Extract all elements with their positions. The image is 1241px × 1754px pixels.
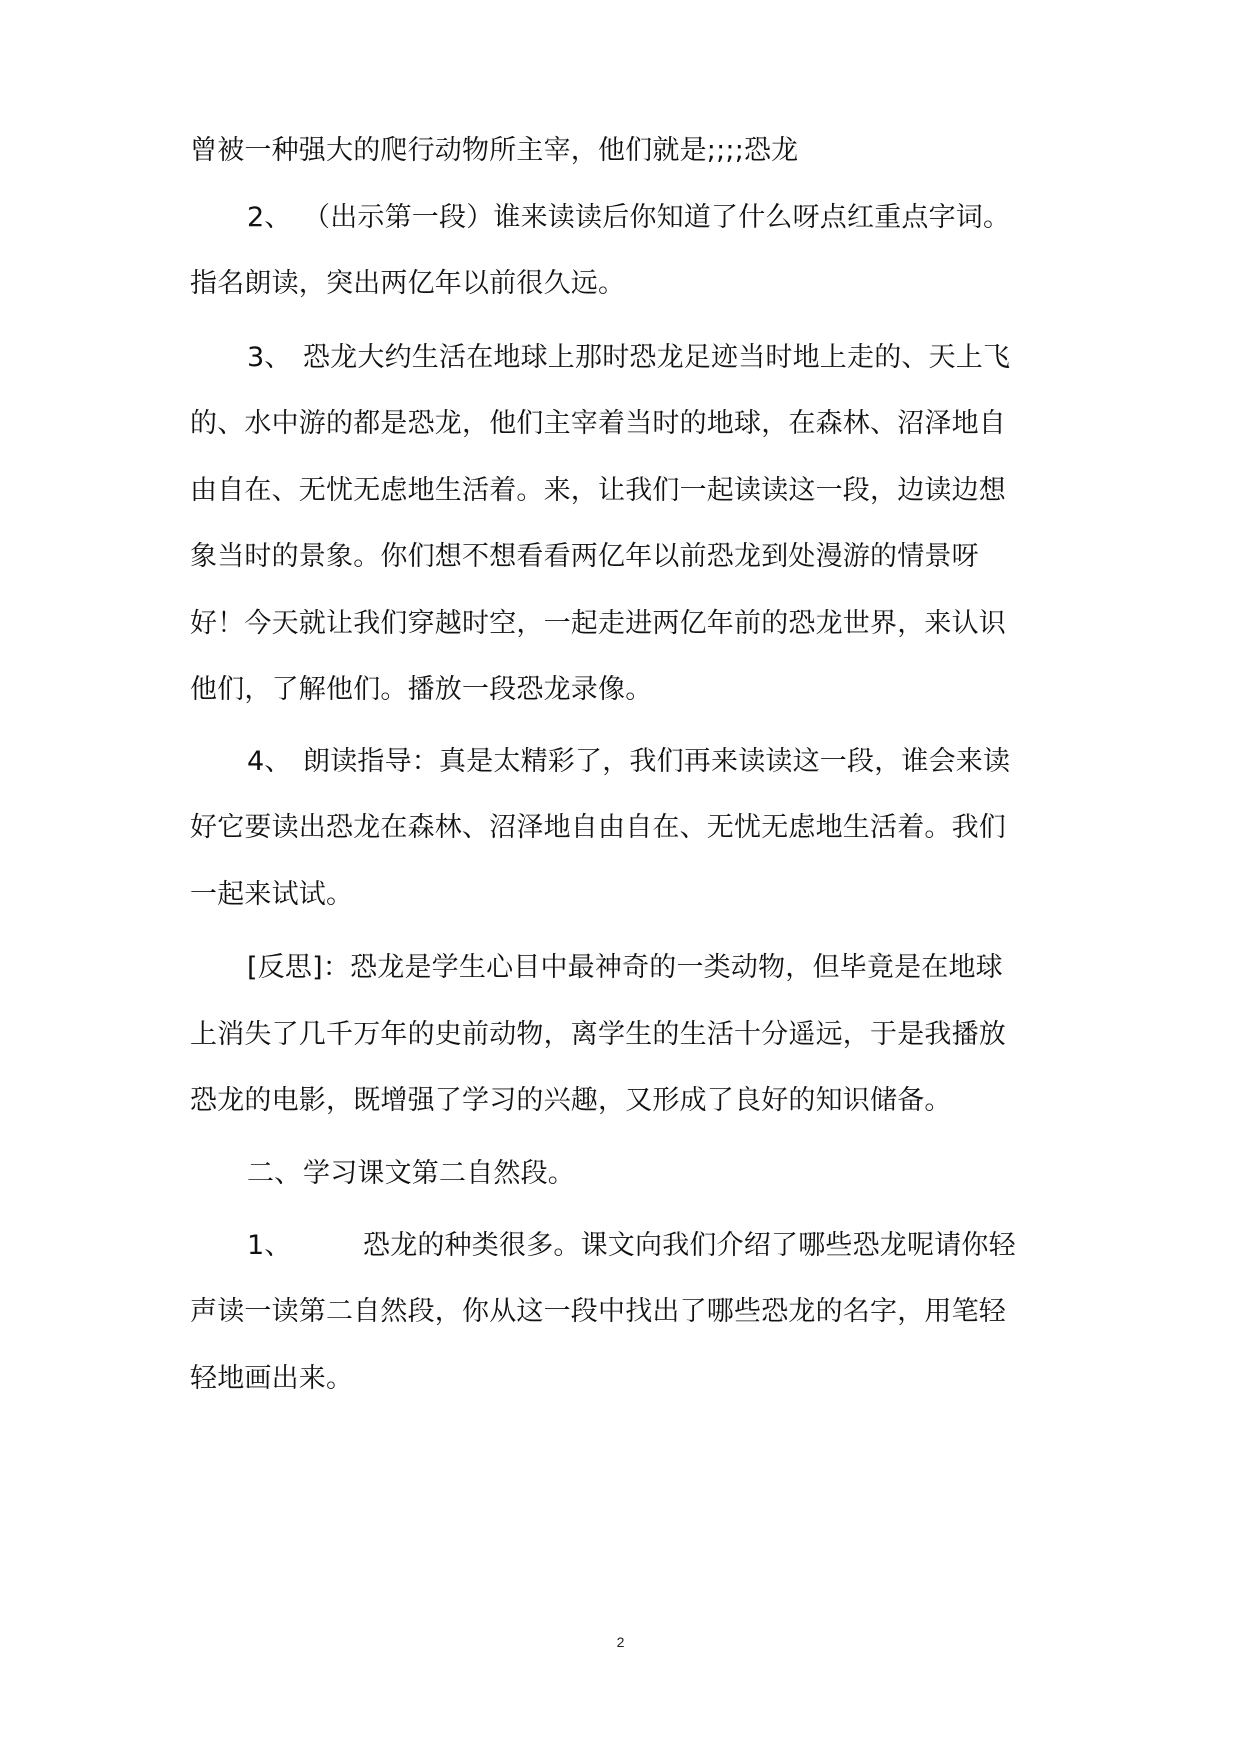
item-marker: 2、 xyxy=(247,202,292,233)
list-item xyxy=(247,200,1010,236)
line-text: 他们，了解他们。播放一段恐龙录像。 xyxy=(190,674,653,705)
line-text: [反思]：恐龙是学生心目中最神奇的一类动物，但毕竟是在地球 xyxy=(247,952,1003,983)
text-line xyxy=(190,810,1006,846)
line-text: 由自在、无忧无虑地生活着。来，让我们一起读读这一段，边读边想 xyxy=(190,475,1006,506)
line-text: 的、水中游的都是恐龙，他们主宰着当时的地球，在森林、沼泽地自 xyxy=(190,408,1006,439)
text-line xyxy=(190,1294,1006,1330)
text-line xyxy=(190,539,979,575)
list-item xyxy=(247,340,1010,376)
line-text: 轻地画出来。 xyxy=(190,1363,354,1394)
line-text: 一起来试试。 xyxy=(190,879,354,910)
item-marker: 3、 xyxy=(247,342,292,373)
line-text: 上消失了几千万年的史前动物，离学生的生活十分遥远，于是我播放 xyxy=(190,1019,1006,1050)
text-line xyxy=(190,473,1006,509)
text-line xyxy=(190,672,652,708)
line-text: 曾被一种强大的爬行动物所主宰，他们就是;;;;恐龙 xyxy=(190,135,799,166)
list-item xyxy=(247,1228,1016,1264)
line-text: 指名朗读，突出两亿年以前很久远。 xyxy=(190,268,626,299)
line-text: 好它要读出恐龙在森林、沼泽地自由自在、无忧无虑地生活着。我们 xyxy=(190,812,1006,843)
text-line xyxy=(190,877,353,913)
line-text: 好！今天就让我们穿越时空，一起走进两亿年前的恐龙世界，来认识 xyxy=(190,608,1006,639)
text-line xyxy=(190,266,625,302)
text-line xyxy=(190,1361,353,1397)
item-marker: 1、 xyxy=(247,1230,292,1261)
text-line xyxy=(190,133,798,169)
text-line xyxy=(190,1083,952,1119)
line-text: 象当时的景象。你们想不想看看两亿年以前恐龙到处漫游的情景呀 xyxy=(190,541,979,572)
text-line xyxy=(190,1017,1006,1053)
line-text: 学习课文第二自然段。 xyxy=(303,1158,575,1189)
line-text: （出示第一段）谁来读读后你知道了什么呀点红重点字词。 xyxy=(303,202,1011,233)
line-text: 恐龙的电影，既增强了学习的兴趣，又形成了良好的知识储备。 xyxy=(190,1085,952,1116)
reflection-paragraph xyxy=(247,950,1003,986)
line-text: 恐龙大约生活在地球上那时恐龙足迹当时地上走的、天上飞 xyxy=(303,342,1011,373)
page-number: 2 xyxy=(616,1634,625,1650)
text-line xyxy=(190,606,1006,642)
section-heading xyxy=(247,1156,575,1192)
text-line xyxy=(190,406,1006,442)
list-item xyxy=(247,744,1010,780)
line-text: 朗读指导：真是太精彩了，我们再来读读这一段，谁会来读 xyxy=(303,746,1011,777)
line-text: 声读一读第二自然段，你从这一段中找出了哪些恐龙的名字，用笔轻 xyxy=(190,1296,1006,1327)
item-marker: 4、 xyxy=(247,746,292,777)
section-marker: 二、 xyxy=(247,1158,302,1189)
line-text: 恐龙的种类很多。课文向我们介绍了哪些恐龙呢请你轻 xyxy=(363,1230,1016,1261)
